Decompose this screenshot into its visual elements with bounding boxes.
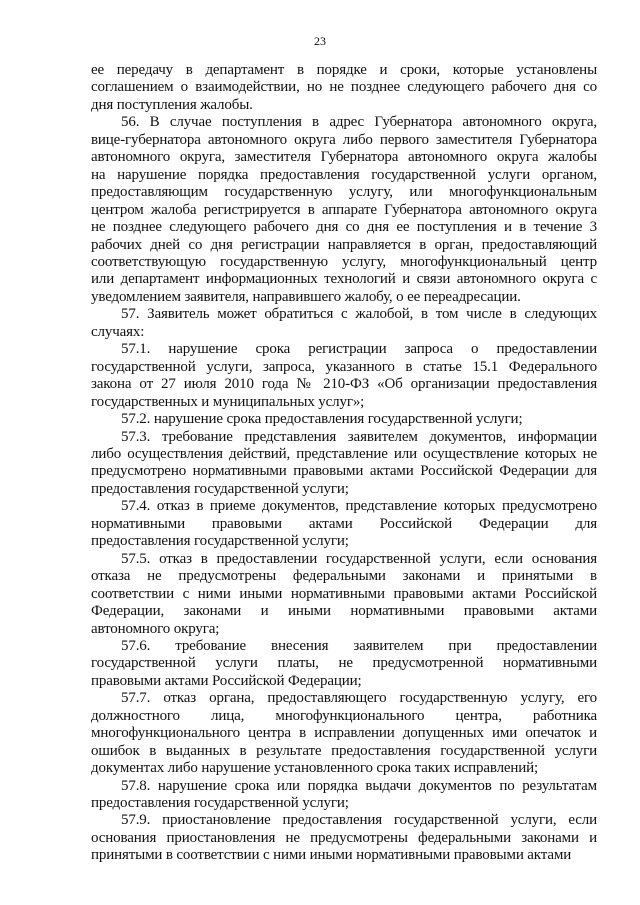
text-line: 57.4. отказ в приеме документов, представление которых предусмотрено — [121, 498, 597, 515]
text-line: многофункционального центра в исправлении допущенных ими опечаток и — [91, 725, 597, 742]
paragraph — [91, 690, 597, 777]
text-line: 57.7. отказ органа, предоставляющего государственную услугу, его — [121, 690, 597, 707]
text-line: не позднее следующего рабочего дня со дня ее поступления и в течение 3 — [91, 219, 597, 236]
text-line: закона от 27 июля 2010 года № 210-ФЗ «Об организации предоставления — [91, 376, 597, 393]
text-line: уведомлением заявителя, направившего жалобу, о ее переадресации. — [91, 288, 521, 305]
text-line: государственной услуги платы, не предусмотренной нормативными — [91, 655, 597, 672]
text-line: принятыми в соответствии с ними иными нормативными правовыми актами — [91, 847, 572, 864]
text-line: ошибок в выданных в результате предоставления государственной услуги — [91, 742, 597, 759]
paragraph — [91, 812, 597, 864]
text-line: 57.2. нарушение срока предоставления государственной услуги; — [121, 411, 523, 428]
text-line: предоставляющим государственную услугу, или многофункциональным — [91, 184, 597, 201]
paragraph — [91, 411, 597, 428]
text-line: предоставления государственной услуги; — [91, 533, 349, 550]
text-line: государственных и муниципальных услуг»; — [91, 393, 365, 410]
text-line: предоставления государственной услуги; — [91, 795, 349, 812]
text-line: на нарушение порядка предоставления государственной услуги органом, — [91, 166, 597, 183]
text-line: автономного округа, заместителя Губернатора автономного округа жалобы — [91, 149, 597, 166]
text-line: 57.9. приостановление предоставления государственной услуги, если — [121, 812, 597, 829]
text-line: ее передачу в департамент в порядке и сроки, которые установлены — [91, 62, 597, 78]
text-line: основания приостановления не предусмотрены федеральными законами и — [91, 829, 597, 846]
text-line: или департамент информационных технологий и связи автономного округа с — [91, 271, 597, 288]
text-line: соглашением о взаимодействии, но не позднее следующего рабочего дня со — [91, 79, 597, 96]
paragraph — [91, 306, 597, 341]
page-number: 23 — [314, 34, 326, 48]
text-line: правовыми актами Российской Федерации; — [91, 672, 362, 689]
text-line: либо осуществления действий, представление или осуществление которых не — [91, 445, 597, 462]
text-line: случаях: — [91, 323, 145, 340]
text-line: Федерации, законами и иными нормативными правовыми актами — [91, 603, 597, 620]
paragraph — [91, 341, 597, 411]
text-line: 57.5. отказ в предоставлении государственной услуги, если основания — [121, 550, 597, 567]
text-line: вице-губернатора автономного округа либо первого заместителя Губернатора — [91, 131, 597, 148]
paragraph — [91, 778, 597, 813]
text-line: дня поступления жалобы. — [91, 96, 253, 113]
paragraph — [91, 114, 597, 306]
text-line: 57.1. нарушение срока регистрации запроса о предоставлении — [121, 341, 597, 358]
paragraph — [91, 551, 597, 638]
text-line: нормативными правовыми актами Российской Федерации для — [91, 515, 597, 532]
text-line: центром жалоба регистрируется в аппарате Губернатора автономного округа — [91, 201, 597, 218]
paragraph — [91, 638, 597, 690]
text-line: 57.3. требование представления заявителем документов, информации — [121, 428, 597, 445]
text-line: государственной услуги, запроса, указанного в статье 15.1 Федерального — [91, 358, 597, 375]
text-line: 56. В случае поступления в адрес Губернатора автономного округа, — [121, 114, 597, 131]
text-line: рабочих дней со дня регистрации направляется в орган, предоставляющий — [91, 236, 597, 253]
text-line: предусмотрено нормативными правовыми актами Российской Федерации для — [91, 463, 597, 480]
text-line: 57.6. требование внесения заявителем при предоставлении — [121, 637, 597, 654]
text-line: соответствии с ними иными нормативными правовыми актами Российской — [91, 585, 597, 602]
paragraph — [91, 62, 597, 114]
text-line: 57.8. нарушение срока или порядка выдачи документов по результатам — [121, 777, 597, 794]
text-line: 57. Заявитель может обратиться с жалобой, в том числе в следующих — [121, 306, 597, 323]
document-body — [91, 62, 597, 865]
text-line: автономного округа; — [91, 620, 220, 637]
paragraph — [91, 429, 597, 499]
text-line: отказа не предусмотрены федеральными законами и принятыми в — [91, 568, 597, 585]
text-line: предоставления государственной услуги; — [91, 480, 349, 497]
text-line: соответствующую государственную услугу, многофункциональный центр — [91, 253, 597, 270]
paragraph — [91, 498, 597, 550]
text-line: должностного лица, многофункционального центра, работника — [91, 707, 597, 724]
text-line: документах либо нарушение установленного срока таких исправлений; — [91, 760, 539, 777]
